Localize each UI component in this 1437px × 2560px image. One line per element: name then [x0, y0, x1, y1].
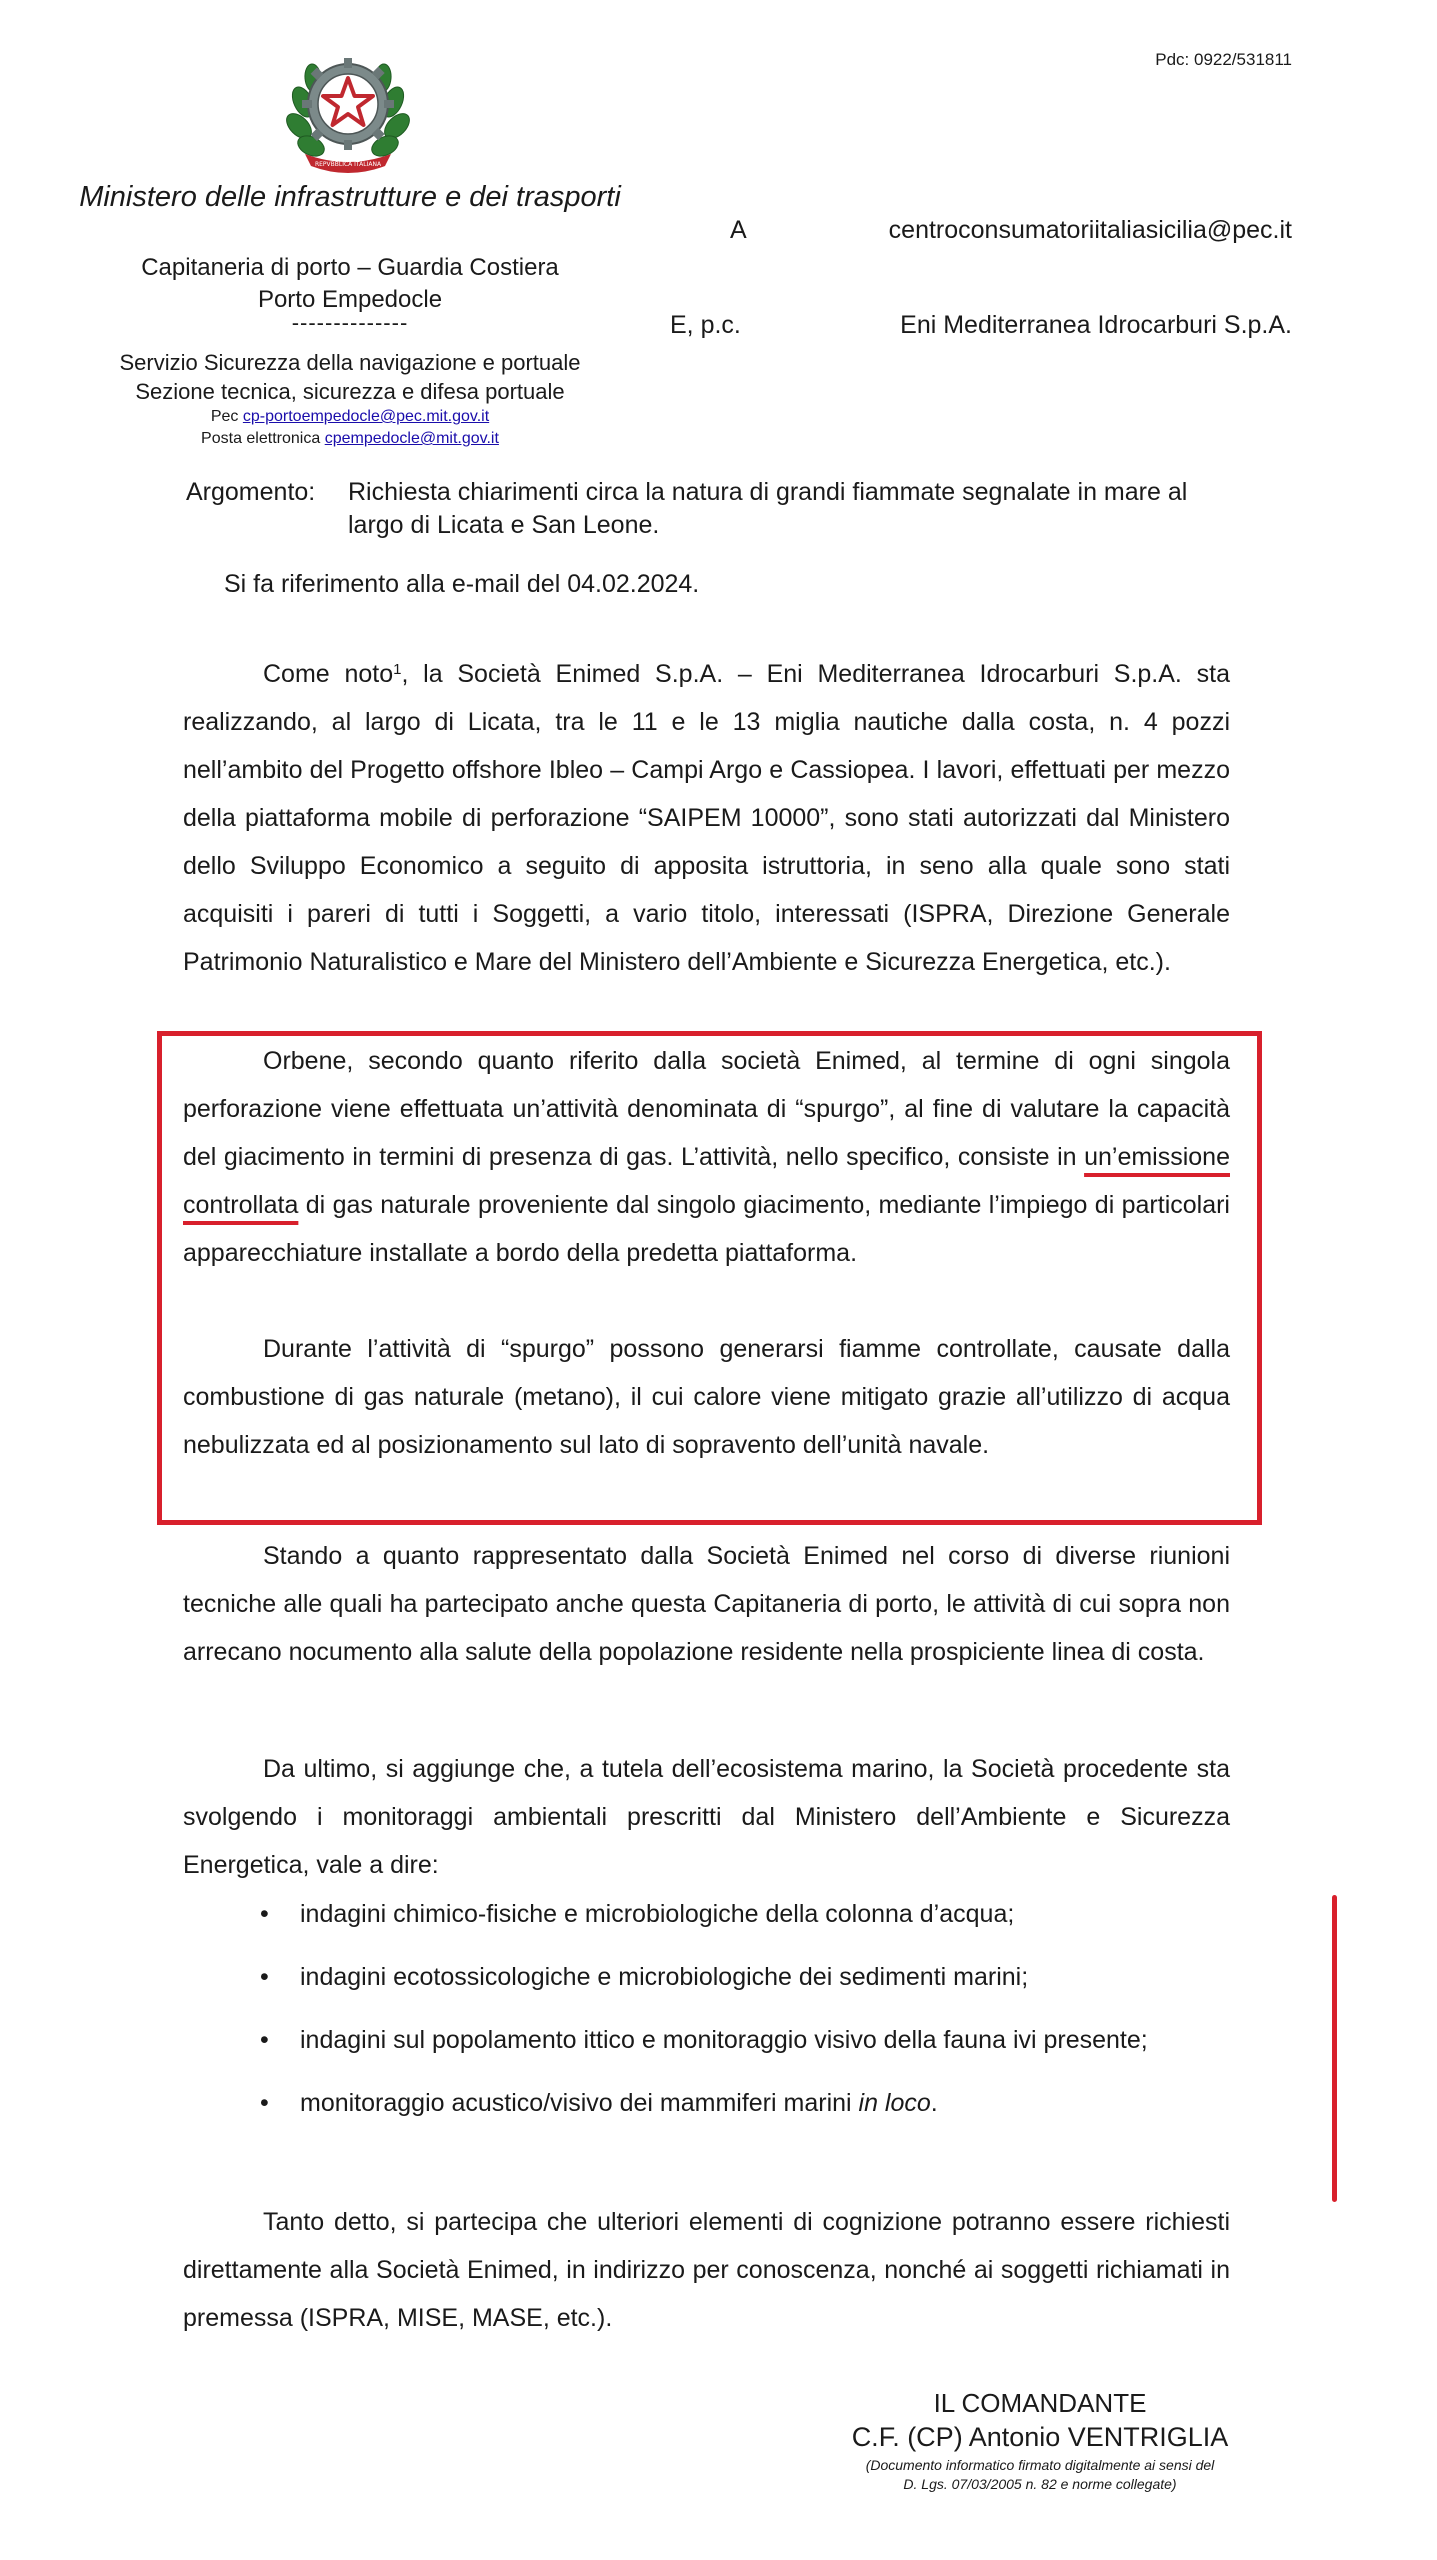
monitoring-list: [260, 1890, 1230, 2142]
list-item: [260, 2079, 1230, 2127]
signature-name: C.F. (CP) Antonio VENTRIGLIA: [851, 2422, 1229, 2452]
bullet-icon: •: [260, 1900, 269, 1928]
service-name: [60, 348, 640, 406]
recipient-label: A: [730, 216, 747, 244]
ministry-name: Ministero delle infrastrutture e dei trasporti: [79, 181, 621, 213]
list-item: [260, 1953, 1230, 2001]
reference-line: Si fa riferimento alla e-mail del 04.02.2024.: [224, 570, 700, 598]
bullet-icon: •: [260, 2089, 269, 2117]
paragraph-2-before: Orbene, secondo quanto riferito dalla società Enimed, al termine di ogni singola perforazione viene effettuata un’attività denominata di “spurgo”, al fine di valutare la capacità del giacimento in termini di presenza di gas. L’attività, nello specifico, consiste in: [183, 1047, 1230, 1171]
pec-email-link[interactable]: cp-portoempedocle@pec.mit.gov.it: [242, 408, 490, 425]
cc-label: E, p.c.: [670, 311, 741, 339]
paragraph-1: [183, 650, 1230, 986]
list-item-text: indagini chimico-fisiche e microbiologiche della colonna d’acqua;: [300, 1900, 1015, 1928]
list-item-text: indagini ecotossicologiche e microbiologiche dei sedimenti marini;: [300, 1963, 1029, 1991]
bullet-icon: •: [260, 1963, 269, 1991]
cc-recipient: Eni Mediterranea Idrocarburi S.p.A.: [900, 311, 1292, 339]
underlined-phrase: un’emissione controllata: [183, 1143, 1230, 1219]
list-item-end: .: [930, 2089, 938, 2117]
annotation-line: [1332, 1895, 1337, 2202]
paragraph-4: Stando a quanto rappresentato dalla Società Enimed nel corso di diverse riunioni tecniche alle quali ha partecipato anche questa Capitaneria di porto, le attività di cui sopra non arrecano nocumento alla salute della popolazione residente nella prospiciente linea di costa.: [183, 1542, 1230, 1666]
recipient-address: centroconsumatoriitaliasicilia@pec.it: [888, 216, 1292, 244]
service-line-1: Servizio Sicurezza della navigazione e portuale: [119, 350, 581, 375]
list-item: [260, 1890, 1230, 1938]
email-contact: [60, 428, 640, 450]
svg-text:REPVBBLICA ITALIANA: REPVBBLICA ITALIANA: [314, 161, 382, 168]
highlight-box: [157, 1031, 1262, 1525]
paragraph-6: Tanto detto, si partecipa che ulteriori elementi di cognizione potranno essere richiesti direttamente alla Società Enimed, in indirizzo per conoscenza, nonché ai soggetti richiamati in premessa (ISPRA, MISE, MASE, etc.).: [183, 2208, 1230, 2332]
list-item-text: indagini sul popolamento ittico e monitoraggio visivo della fauna ivi presente;: [300, 2026, 1148, 2054]
pec-contact: [60, 406, 640, 428]
office-line-2: Porto Empedocle: [257, 286, 443, 313]
paragraph-5: Da ultimo, si aggiunge che, a tutela dell’ecosistema marino, la Società procedente sta svolgendo i monitoraggi ambientali prescritti dal Ministero dell’Ambiente e Sicurezza Energetica, vale a dire:: [183, 1755, 1230, 1879]
office-name: [60, 252, 640, 316]
subject-text: Richiesta chiarimenti circa la natura di grandi fiammate segnalate in mare al largo di Licata e San Leone.: [348, 478, 1188, 539]
office-line-1: Capitaneria di porto – Guardia Costiera: [141, 254, 559, 281]
list-item-italic: in loco: [858, 2089, 931, 2117]
email-link[interactable]: cpempedocle@mit.gov.it: [324, 430, 499, 447]
list-item-text: monitoraggio acustico/visivo dei mammiferi marini: [300, 2089, 859, 2117]
paragraph-1-rest: , la Società Enimed S.p.A. – Eni Mediterranea Idrocarburi S.p.A. sta realizzando, al largo di Licata, tra le 11 e le 13 miglia nautiche dalla costa, n. 4 pozzi nell’ambito del Progetto offshore Ibleo – Campi Argo e Cassiopea. I lavori, effettuati per mezzo della piattaforma mobile di perforazione “SAIPEM 10000”, sono stati autorizzati dal Ministero dello Sviluppo Economico a seguito di apposita istruttoria, in seno alla quale sono stati acquisiti i pareri di tutti i Soggetti, a vario titolo, interessati (ISPRA, Direzione Generale Patrimonio Naturalistico e Mare del Ministero dell’Ambiente e Sicurezza Energetica, etc.).: [183, 660, 1230, 976]
signature-title: IL COMANDANTE: [933, 2388, 1147, 2418]
paragraph-2-after: di gas naturale proveniente dal singolo giacimento, mediante l’impiego di particolari apparecchiature installate a bordo della predetta piattaforma.: [183, 1191, 1230, 1267]
pec-label: Pec: [210, 408, 239, 425]
service-line-2: Sezione tecnica, sicurezza e difesa portuale: [135, 379, 565, 404]
list-item: [260, 2016, 1230, 2064]
subject-label: Argomento:: [186, 478, 316, 506]
paragraph-1-start: Come noto: [263, 660, 394, 688]
header-separator: --------------: [291, 310, 409, 335]
signature-note-line-1: (Documento informatico firmato digitalmente ai sensi del: [865, 2457, 1215, 2473]
email-label: Posta elettronica: [201, 430, 321, 447]
bullet-icon: •: [260, 2026, 269, 2054]
signature-note: [740, 2456, 1340, 2494]
contacts: [60, 406, 640, 450]
signature-note-line-2: D. Lgs. 07/03/2005 n. 82 e norme collegate): [903, 2476, 1177, 2492]
italian-republic-emblem-icon: [285, 42, 411, 176]
pdc-phone: Pdc: 0922/531811: [1155, 50, 1292, 69]
footnote-ref: 1: [393, 661, 402, 678]
paragraph-3: Durante l’attività di “spurgo” possono generarsi fiamme controllate, causate dalla combustione di gas naturale (metano), il cui calore viene mitigato grazie all’utilizzo di acqua nebulizzata ed al posizionamento sul lato di sopravento dell’unità navale.: [183, 1335, 1230, 1459]
